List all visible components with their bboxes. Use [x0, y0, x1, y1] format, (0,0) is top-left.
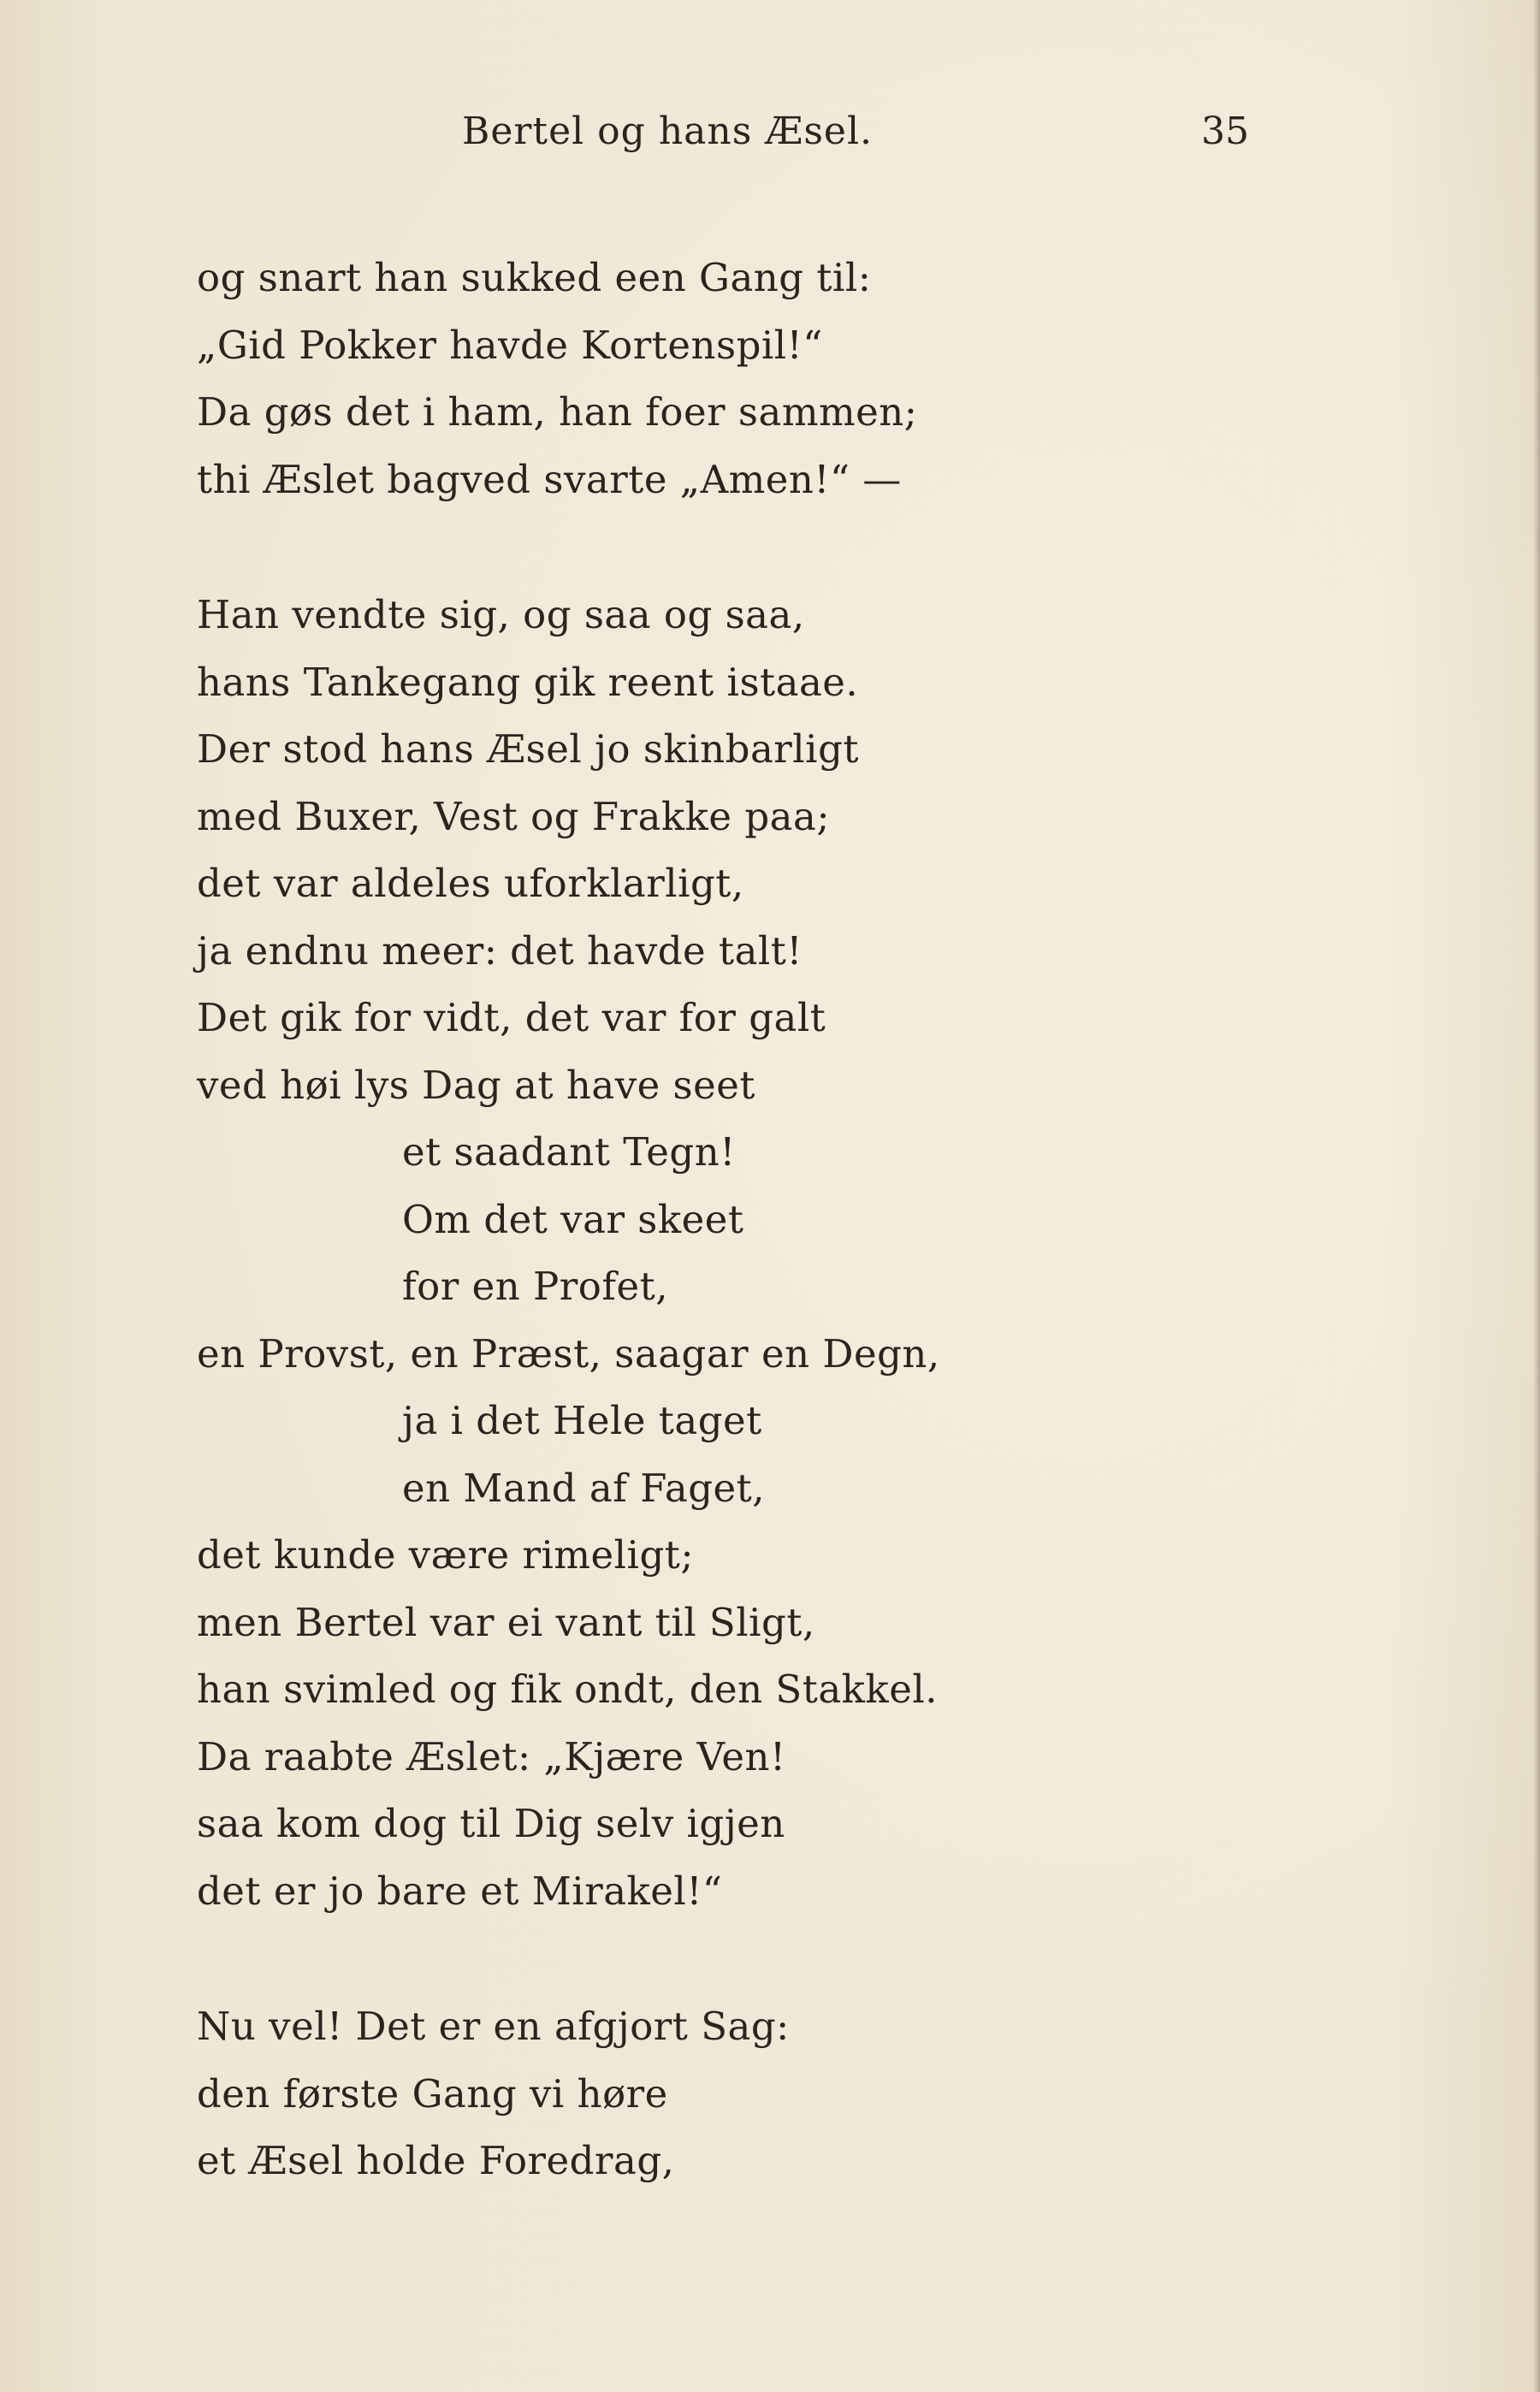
- stanza-3: [197, 1993, 1395, 2195]
- poem-line: ved høi lys Dag at have seet: [197, 1062, 755, 1108]
- poem-line: han svimled og fik ondt, den Stakkel.: [197, 1667, 939, 1712]
- poem-line: Da raabte Æslet: „Kjære Ven!: [197, 1733, 786, 1779]
- poem-line: hans Tankegang gik reent istaae.: [197, 659, 859, 705]
- poem-line-indented: for en Profet,: [402, 1264, 669, 1309]
- poem-line: en Provst, en Præst, saagar en Degn,: [197, 1330, 940, 1377]
- stanza-gap: [197, 1925, 1395, 1993]
- stanza-2: [197, 582, 1395, 1925]
- stanza-gap: [197, 513, 1395, 582]
- poem-line: Han vendte sig, og saa og saa,: [197, 592, 805, 637]
- poem-line-indented: en Mand af Faget,: [402, 1465, 766, 1511]
- poem-line-indented: et saadant Tegn!: [402, 1129, 736, 1175]
- poem-line: det er jo bare et Mirakel!“: [197, 1868, 723, 1914]
- poem-line: thi Æslet bagved svarte „Amen!“ —: [197, 456, 902, 502]
- poem-line: Da gøs det i ham, han foer sammen;: [197, 389, 918, 435]
- poem-line: Nu vel! Det er en afgjort Sag:: [197, 2004, 790, 2049]
- poem-line: men Bertel var ei vant til Sligt,: [197, 1599, 815, 1645]
- poem-line: Det gik for vidt, det var for galt: [197, 995, 826, 1040]
- poem-line: det var aldeles uforklarligt,: [197, 861, 744, 906]
- poem-line-indented: Om det var skeet: [402, 1196, 744, 1242]
- poem-line: saa kom dog til Dig selv igjen: [197, 1801, 785, 1846]
- poem-line: ja endnu meer: det havde talt!: [197, 927, 803, 974]
- poem-line: med Buxer, Vest og Frakke paa;: [197, 793, 830, 839]
- poem-line: den første Gang vi høre: [197, 2070, 668, 2117]
- stanza-1: [197, 245, 1395, 513]
- poem-line: det kunde være rimeligt;: [197, 1532, 695, 1578]
- poem-line: og snart han sukked een Gang til:: [197, 255, 872, 300]
- running-title: Bertel og hans Æsel.: [462, 110, 874, 153]
- poem-body: [197, 245, 1395, 2195]
- page-number: 35: [1201, 110, 1249, 153]
- poem-line: Der stod hans Æsel jo skinbarligt: [197, 726, 859, 772]
- poem-line: „Gid Pokker havde Kortenspil!“: [197, 322, 823, 368]
- poem-line: et Æsel holde Foredrag,: [197, 2138, 675, 2183]
- page-edge-shadow: [1533, 0, 1540, 2392]
- poem-line-indented: ja i det Hele taget: [402, 1398, 762, 1443]
